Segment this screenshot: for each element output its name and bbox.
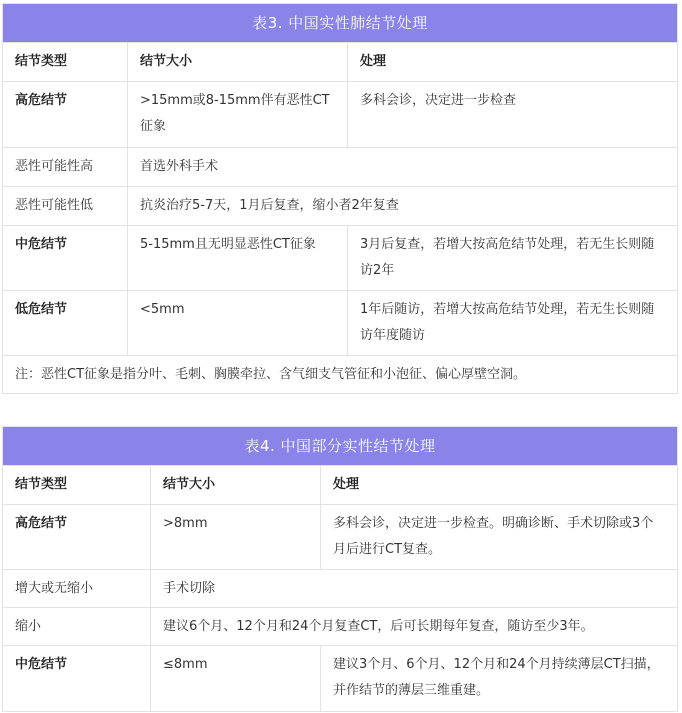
management: 建议3个月、6个月、12个月和24个月持续薄层CT扫描，并作结节的薄层三维重建。 <box>320 646 677 711</box>
management: 建议6个月、12个月和24个月复查CT，后可长期每年复查，随访至少3年。 <box>150 608 677 645</box>
nodule-type: 缩小 <box>15 619 42 634</box>
management: 抗炎治疗5-7天，1月后复查，缩小者2年复查 <box>127 187 677 225</box>
header-management: 处理 <box>347 43 677 81</box>
header-nodule-size: 结节大小 <box>150 466 320 504</box>
nodule-size: ≤8mm <box>150 646 320 711</box>
header-nodule-type: 结节类型 <box>15 477 68 492</box>
nodule-type: 中危结节 <box>15 237 68 252</box>
table-3-header-row <box>3 42 677 81</box>
nodule-type: 中危结节 <box>15 657 68 672</box>
table-4-header-row <box>3 465 677 504</box>
table-note: 注：恶性CT征象是指分叶、毛刺、胸膜牵拉、含气细支气管征和小泡征、偏心厚壁空洞。 <box>15 367 527 382</box>
table-3 <box>2 3 678 394</box>
table-row <box>3 569 677 607</box>
table-row <box>3 607 677 645</box>
table-row <box>3 81 677 147</box>
table-4-title: 表4. 中国部分实性结节处理 <box>3 427 677 465</box>
management: 手术切除 <box>150 570 677 607</box>
table-note-row <box>3 355 677 393</box>
header-nodule-type: 结节类型 <box>15 54 68 69</box>
management: 3月后复查，若增大按高危结节处理，若无生长则随访2年 <box>347 226 677 290</box>
nodule-type: 恶性可能性低 <box>15 198 94 213</box>
nodule-type: 高危结节 <box>15 516 68 531</box>
management: 1年后随访，若增大按高危结节处理，若无生长则随访年度随访 <box>347 291 677 355</box>
nodule-type: 增大或无缩小 <box>15 581 94 596</box>
table-4 <box>2 426 678 712</box>
management: 多科会诊，决定进一步检查。明确诊断、手术切除或3个月后进行CT复查。 <box>320 505 677 569</box>
nodule-size: 5-15mm且无明显恶性CT征象 <box>127 226 347 290</box>
nodule-type: 恶性可能性高 <box>15 159 94 174</box>
table-row <box>3 147 677 186</box>
table-3-title: 表3. 中国实性肺结节处理 <box>3 4 677 42</box>
nodule-type: 低危结节 <box>15 302 68 317</box>
table-row <box>3 290 677 355</box>
nodule-size: >15mm或8-15mm伴有恶性CT征象 <box>127 82 347 147</box>
management: 首选外科手术 <box>127 148 677 186</box>
table-row <box>3 504 677 569</box>
management: 多科会诊，决定进一步检查 <box>347 82 677 147</box>
nodule-size: >8mm <box>150 505 320 569</box>
table-row <box>3 645 677 711</box>
header-management: 处理 <box>320 466 677 504</box>
table-row <box>3 225 677 290</box>
nodule-size: <5mm <box>127 291 347 355</box>
table-row <box>3 186 677 225</box>
header-nodule-size: 结节大小 <box>127 43 347 81</box>
nodule-type: 高危结节 <box>15 93 68 108</box>
